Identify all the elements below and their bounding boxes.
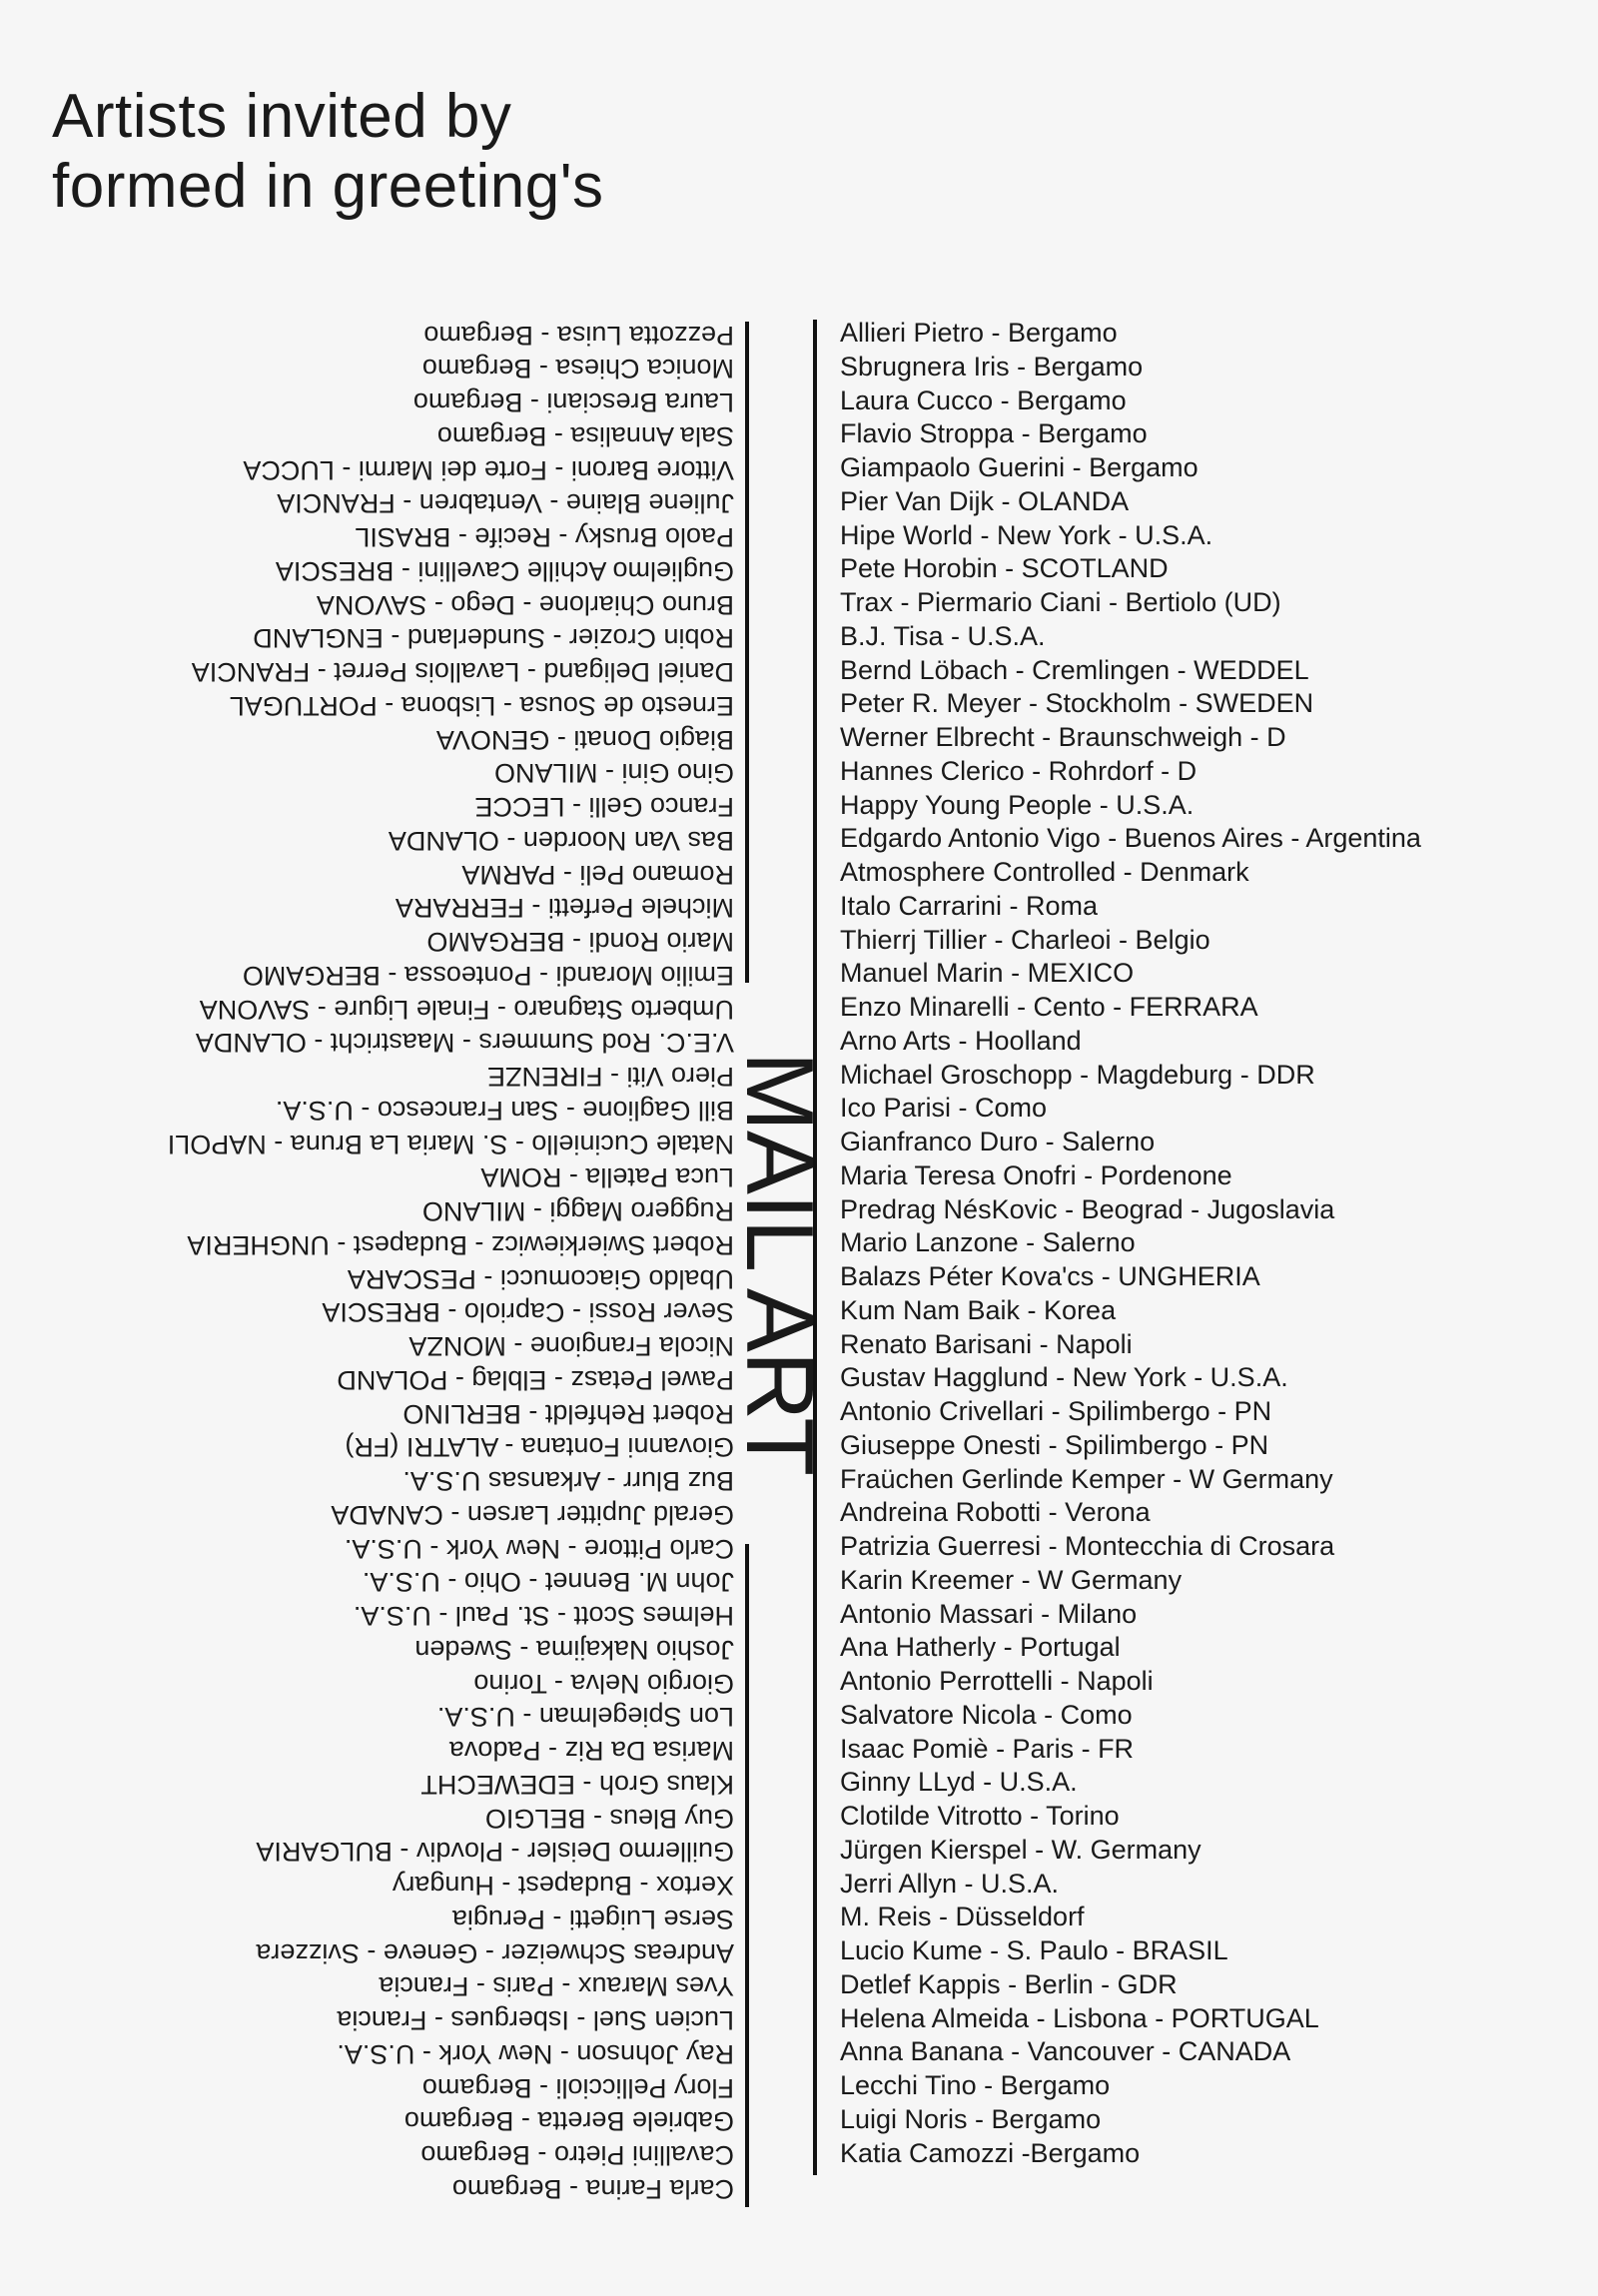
artist-entry: Atmosphere Controlled - Denmark <box>840 857 1249 887</box>
artist-entry: Balazs Péter Kova'cs - UNGHERIA <box>840 1261 1260 1291</box>
artist-entry: Antonio Perrottelli - Napoli <box>840 1666 1154 1696</box>
artist-entry: Vittore Baroni - Forte dei Marmi - LUCCA <box>243 454 734 485</box>
title-line-2: formed in greeting's <box>52 152 604 221</box>
artist-entry: Flory Pelliccioli - Bergamo <box>421 2072 734 2103</box>
artist-entry: Paolo Brusky - Recife - BRASIL <box>355 522 734 553</box>
artist-entry: Gerald Jupitter Larsen - CANADA <box>331 1500 734 1530</box>
artist-entry: Carlo Pittore - New York - U.S.A. <box>344 1533 734 1564</box>
artist-entry: Manuel Marin - MEXICO <box>840 958 1135 989</box>
artist-entry: Lucien Suel - Isbergues - Francia <box>337 2005 734 2036</box>
artist-entry: Flavio Stroppa - Bergamo <box>840 418 1148 449</box>
artist-entry: Katia Camozzi -Bergamo <box>840 2137 1141 2168</box>
artist-entry: Gino Gini - MILANO <box>493 758 734 789</box>
artist-entry: Gabriele Beretta - Bergamo <box>403 2106 734 2137</box>
artist-entry: Karin Kreemer - W Germany <box>840 1564 1183 1595</box>
artist-entry: M. Reis - Düsseldorf <box>840 1902 1085 1932</box>
artist-entry: Ruggero Maggi - MILANO <box>421 1196 734 1227</box>
artist-entry: Andreina Robotti - Verona <box>840 1497 1151 1528</box>
artist-entry: Maria Teresa Onofri - Pordenone <box>840 1159 1232 1190</box>
artist-entry: Michael Groschopp - Magdeburg - DDR <box>840 1059 1315 1090</box>
artist-entry: Renato Barisani - Napoli <box>840 1328 1133 1359</box>
artist-entry: Michele Perfetti - FERRARA <box>395 893 734 924</box>
artist-entry: Pier Van Dijk - OLANDA <box>840 485 1130 516</box>
title-line-1: Artists invited by <box>52 82 512 151</box>
artist-entry: Ana Hatherly - Portugal <box>840 1632 1121 1663</box>
artist-entry: Helmes Scott - St. Paul - U.S.A. <box>353 1601 734 1632</box>
artist-entry: Enzo Minarelli - Cento - FERRARA <box>840 992 1258 1022</box>
artist-entry: Thierrj Tillier - Charleoi - Belgio <box>840 924 1210 955</box>
artist-entry: Fraüchen Gerlinde Kemper - W Germany <box>840 1463 1333 1494</box>
mail-art-vertical-title: MAIL ART <box>726 1051 833 1476</box>
artist-entry: Sbrugnera Iris - Bergamo <box>840 351 1144 382</box>
artist-entry: Marisa Da Riz - Padova <box>448 1736 734 1767</box>
artist-entry: Guy Bleus - BELGIO <box>484 1803 734 1834</box>
artist-entry: Cavallini Pietro - Bergamo <box>420 2140 734 2171</box>
artist-entry: Trax - Piermario Ciani - Bertiolo (UD) <box>840 587 1281 617</box>
artist-entry: Laura Bresciani - Bergamo <box>412 387 734 418</box>
artist-entry: Yves Maraux - Paris - Francia <box>379 1971 734 2002</box>
left-divider-lower <box>745 1544 749 2207</box>
artist-entry: Giuseppe Onesti - Spilimbergo - PN <box>840 1429 1269 1460</box>
artist-entry: Arno Arts - Hoolland <box>840 1025 1082 1056</box>
artist-entry: Klaus Groh - EDEWECHT <box>420 1770 734 1800</box>
artist-entry: Daniel Deligand - Lavallois Perret - FRANCIA <box>191 657 734 688</box>
artist-entry: Bruno Chiarlone - Dego - SAVONA <box>316 589 734 620</box>
artist-entry: Antonio Massari - Milano <box>840 1598 1138 1629</box>
artist-entry: Werner Elbrecht - Braunschweigh - D <box>840 722 1286 752</box>
artist-entry: Natale Cuciniello - S. Maria La Bruna - NAPOLI <box>167 1129 734 1159</box>
artist-entry: Serse Luigetti - Perugia <box>451 1905 734 1934</box>
artist-entry: Allieri Pietro - Bergamo <box>840 318 1118 348</box>
artist-entry: Jerri Allyn - U.S.A. <box>840 1868 1060 1899</box>
artist-entry: Piero Viti - FIRENZE <box>486 1062 734 1093</box>
artist-entry: Kum Nam Baik - Korea <box>840 1294 1117 1325</box>
artist-entry: Sever Rossi - Capriolo - BRESCIA <box>322 1297 734 1328</box>
artist-entry: Ubaldo Giacomucci - PESCARA <box>347 1263 734 1294</box>
artist-entry: Hipe World - New York - U.S.A. <box>840 519 1213 550</box>
artist-entry: Clotilde Vitrotto - Torino <box>840 1801 1120 1831</box>
artist-entry: V.E.C. Rod Summers - Maastricht - OLANDA <box>195 1028 734 1059</box>
artist-entry: Edgardo Antonio Vigo - Buenos Aires - Argentina <box>840 823 1421 854</box>
artist-entry: Robin Crozier - Sunderland - ENGLAND <box>253 623 734 654</box>
artist-entry: Biagio Donati - GENOVA <box>435 724 734 755</box>
artist-entry: Predrag NésKovic - Beograd - Jugoslavia <box>840 1193 1335 1224</box>
artist-entry: Carla Farina - Bergamo <box>451 2174 734 2204</box>
artist-entry: Isaac Pomiè - Paris - FR <box>840 1733 1135 1764</box>
artist-entry: Gustav Hagglund - New York - U.S.A. <box>840 1362 1288 1393</box>
artist-entry: Giampaolo Guerini - Bergamo <box>840 452 1198 482</box>
artist-entry: Lon Spiegelman - U.S.A. <box>436 1702 734 1733</box>
artist-entry: Mario Rondi - BERGAMO <box>426 927 734 958</box>
artist-entry: Pawel Petasz - Elblag - POLAND <box>337 1365 734 1395</box>
artist-entry: Luca Patella - ROMA <box>480 1162 734 1193</box>
artist-entry: Umberto Stagnaro - Finale Ligure - SAVONA <box>199 994 734 1025</box>
artist-entry: Italo Carrarini - Roma <box>840 890 1099 921</box>
artist-entry: Salvatore Nicola - Como <box>840 1699 1133 1730</box>
artist-entry: Detlef Kappis - Berlin - GDR <box>840 1968 1178 1999</box>
artist-entry: Sala Annalisa - Bergamo <box>436 421 734 451</box>
artist-entry: Guillermo Deisler - Plovdiv - BULGARIA <box>256 1837 734 1868</box>
artist-entry: Monica Chiesa - Bergamo <box>421 354 734 384</box>
artist-entry: Franco Gelli - LECCE <box>474 792 734 823</box>
artist-entry: Buz Blurr - Arkansas U.S.A. <box>402 1466 734 1497</box>
artist-entry: Ray Johnson - New York - U.S.A. <box>337 2039 734 2069</box>
artist-entry: Anna Banana - Vancouver - CANADA <box>840 2036 1291 2067</box>
artist-entry: Robert Swierkiewicz - Budapest - UNGHERIA <box>187 1230 734 1260</box>
right-artist-list <box>840 317 1579 2170</box>
artist-entry: Peter R. Meyer - Stockholm - SWEDEN <box>840 688 1314 719</box>
artist-entry: Bernd Löbach - Cremlingen - WEDDEL <box>840 654 1309 685</box>
artist-entry: Andreas Schweizer - Geneve - Svizzera <box>256 1937 734 1968</box>
artist-entry: Pete Horobin - SCOTLAND <box>840 553 1169 584</box>
artist-entry: Jürgen Kierspel - W. Germany <box>840 1834 1201 1865</box>
artist-entry: Romano Peli - PARMA <box>461 859 734 890</box>
artist-entry: Giovanni Fontana - ALATRI (FR) <box>345 1432 734 1463</box>
artist-entry: Patrizia Guerresi - Montecchia di Crosara <box>840 1531 1335 1561</box>
artist-entry: Gianfranco Duro - Salerno <box>840 1127 1156 1156</box>
artist-entry: Giorgio Nelva - Torino <box>473 1668 734 1699</box>
left-artist-list-upside-down <box>150 310 734 2205</box>
artist-entry: Bill Gaglione - San Francesco - U.S.A. <box>275 1096 734 1126</box>
artist-entry: Lecchi Tino - Bergamo <box>840 2070 1111 2100</box>
artist-entry: Laura Cucco - Bergamo <box>840 384 1127 415</box>
artist-entry: Lucio Kume - S. Paulo - BRASIL <box>840 1935 1228 1965</box>
artist-entry: Xertox - Budapest - Hungary <box>392 1871 734 1902</box>
artist-entry: B.J. Tisa - U.S.A. <box>840 620 1046 651</box>
artist-entry: Ernesto de Sousa - Lisbona - PORTUGAL <box>229 691 734 721</box>
artist-entry: Ico Parisi - Como <box>840 1093 1048 1124</box>
artist-entry: Emilio Morandi - Ponteossa - BERGAMO <box>242 961 734 991</box>
artist-entry: Antonio Crivellari - Spilimbergo - PN <box>840 1396 1272 1426</box>
artist-entry: Joshio Nakajima - Sweden <box>414 1635 734 1665</box>
artist-entry: Hannes Clerico - Rohrdorf - D <box>840 755 1198 786</box>
artist-entry: John M. Bennet - Ohio - U.S.A. <box>362 1567 734 1598</box>
artist-entry: Pezzotta Luisa - Bergamo <box>423 320 734 351</box>
left-divider-upper <box>745 322 749 983</box>
artist-entry: Guglielmo Achille Cavellini - BRESCIA <box>275 556 734 586</box>
page-title <box>52 82 604 222</box>
artist-entry: Happy Young People - U.S.A. <box>840 789 1195 820</box>
artist-entry: Nicola Frangione - MONZA <box>408 1331 734 1362</box>
artist-entry: Luigi Noris - Bergamo <box>840 2103 1102 2134</box>
artist-entry: Bas Van Noorden - OLANDA <box>388 826 734 856</box>
artist-entry: Helena Almeida - Lisbona - PORTUGAL <box>840 2002 1319 2033</box>
artist-entry: Juliene Blaine - Ventabren - FRANCIA <box>277 488 734 519</box>
artist-entry: Mario Lanzone - Salerno <box>840 1227 1136 1258</box>
artist-entry: Robert Rehfeldt - BERLINO <box>402 1398 734 1429</box>
artist-entry: Ginny LLyd - U.S.A. <box>840 1767 1078 1798</box>
